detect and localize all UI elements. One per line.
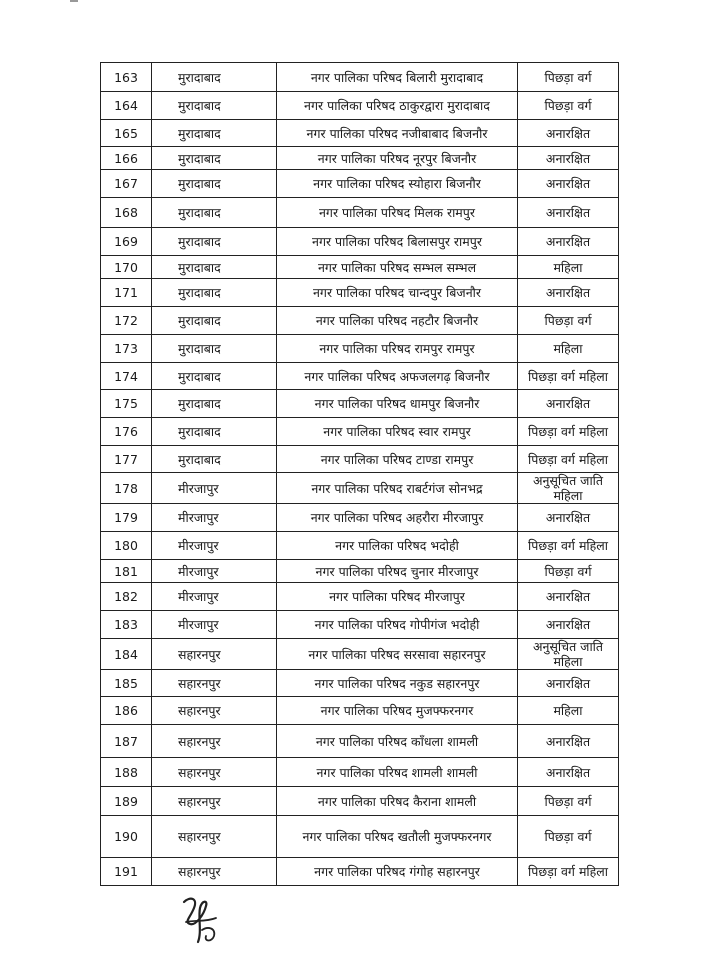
table-row [101,256,619,279]
table-row [101,816,619,858]
table-row [101,639,619,670]
division-name: मुरादाबाद [152,256,277,279]
row-number: 191 [101,858,152,886]
reservation-category: अनारक्षित [518,170,619,198]
row-number: 185 [101,670,152,697]
row-number: 179 [101,504,152,532]
municipal-body-name: नगर पालिका परिषद राबर्टगंज सोनभद्र [277,473,518,504]
municipal-body-name: नगर पालिका परिषद चान्दपुर बिजनौर [277,279,518,307]
scan-mark [70,0,78,2]
table-row [101,390,619,418]
division-name: सहारनपुर [152,725,277,758]
table-row [101,198,619,228]
reservation-category: महिला [518,697,619,725]
reservation-category: अनारक्षित [518,120,619,147]
municipal-body-name: नगर पालिका परिषद धामपुर बिजनौर [277,390,518,418]
division-name: मीरजापुर [152,583,277,611]
row-number: 180 [101,532,152,560]
reservation-category: पिछड़ा वर्ग महिला [518,363,619,390]
reservation-category: अनारक्षित [518,670,619,697]
reservation-category: अनारक्षित [518,504,619,532]
row-number: 173 [101,335,152,363]
table-row [101,307,619,335]
row-number: 190 [101,816,152,858]
reservation-category: पिछड़ा वर्ग [518,816,619,858]
municipal-body-name: नगर पालिका परिषद चुनार मीरजापुर [277,560,518,583]
row-number: 171 [101,279,152,307]
table-row [101,473,619,504]
division-name: मुरादाबाद [152,279,277,307]
table-row [101,697,619,725]
municipal-body-name: नगर पालिका परिषद शामली शामली [277,758,518,787]
municipal-body-name: नगर पालिका परिषद बिलासपुर रामपुर [277,228,518,256]
municipal-body-name: नगर पालिका परिषद गंगोह सहारनपुर [277,858,518,886]
table-row [101,858,619,886]
municipal-body-name: नगर पालिका परिषद सरसावा सहारनपुर [277,639,518,670]
row-number: 188 [101,758,152,787]
row-number: 189 [101,787,152,816]
division-name: सहारनपुर [152,787,277,816]
row-number: 168 [101,198,152,228]
division-name: मुरादाबाद [152,120,277,147]
table-row [101,560,619,583]
municipal-body-name: नगर पालिका परिषद मिलक रामपुर [277,198,518,228]
municipal-body-name: नगर पालिका परिषद काँधला शामली [277,725,518,758]
row-number: 166 [101,147,152,170]
reservation-category: पिछड़ा वर्ग महिला [518,446,619,473]
table-row [101,147,619,170]
table-row [101,279,619,307]
table-row [101,532,619,560]
reservation-category: पिछड़ा वर्ग महिला [518,418,619,446]
municipal-body-name: नगर पालिका परिषद नकुड सहारनपुर [277,670,518,697]
row-number: 181 [101,560,152,583]
reservation-category: अनारक्षित [518,725,619,758]
row-number: 183 [101,611,152,639]
reservation-category: पिछड़ा वर्ग [518,560,619,583]
reservation-category: पिछड़ा वर्ग [518,787,619,816]
division-name: मीरजापुर [152,532,277,560]
division-name: मुरादाबाद [152,228,277,256]
reservation-category: अनारक्षित [518,611,619,639]
row-number: 177 [101,446,152,473]
table-row [101,170,619,198]
row-number: 175 [101,390,152,418]
division-name: मुरादाबाद [152,147,277,170]
table-row [101,335,619,363]
municipal-body-name: नगर पालिका परिषद रामपुर रामपुर [277,335,518,363]
table-row [101,725,619,758]
reservation-category: अनारक्षित [518,390,619,418]
division-name: मीरजापुर [152,560,277,583]
table-row [101,611,619,639]
reservation-category: अनुसूचित जाति महिला [518,473,619,504]
reservation-category: पिछड़ा वर्ग [518,63,619,92]
municipal-body-name: नगर पालिका परिषद नजीबाबाद बिजनौर [277,120,518,147]
row-number: 186 [101,697,152,725]
division-name: मुरादाबाद [152,363,277,390]
reservation-category: अनारक्षित [518,279,619,307]
division-name: मुरादाबाद [152,446,277,473]
row-number: 184 [101,639,152,670]
table-row [101,758,619,787]
table-row [101,92,619,120]
municipal-body-name: नगर पालिका परिषद गोपीगंज भदोही [277,611,518,639]
municipal-body-name: नगर पालिका परिषद मीरजापुर [277,583,518,611]
division-name: मीरजापुर [152,611,277,639]
table-row [101,63,619,92]
reservation-category: पिछड़ा वर्ग महिला [518,532,619,560]
table-row [101,228,619,256]
reservation-category: पिछड़ा वर्ग [518,307,619,335]
division-name: सहारनपुर [152,858,277,886]
municipal-body-name: नगर पालिका परिषद अहरौरा मीरजापुर [277,504,518,532]
division-name: मुरादाबाद [152,198,277,228]
table-row [101,363,619,390]
division-name: मीरजापुर [152,473,277,504]
reservation-category: अनुसूचित जाति महिला [518,639,619,670]
table-row [101,120,619,147]
row-number: 164 [101,92,152,120]
municipal-body-name: नगर पालिका परिषद ठाकुरद्वारा मुरादाबाद [277,92,518,120]
row-number: 176 [101,418,152,446]
division-name: सहारनपुर [152,697,277,725]
row-number: 178 [101,473,152,504]
division-name: मीरजापुर [152,504,277,532]
row-number: 169 [101,228,152,256]
municipal-body-name: नगर पालिका परिषद बिलारी मुरादाबाद [277,63,518,92]
division-name: सहारनपुर [152,639,277,670]
table-row [101,787,619,816]
municipal-body-name: नगर पालिका परिषद स्योहारा बिजनौर [277,170,518,198]
row-number: 174 [101,363,152,390]
division-name: मुरादाबाद [152,335,277,363]
municipal-body-name: नगर पालिका परिषद मुजफ्फरनगर [277,697,518,725]
municipal-body-name: नगर पालिका परिषद भदोही [277,532,518,560]
row-number: 163 [101,63,152,92]
reservation-category: महिला [518,335,619,363]
reservation-category: अनारक्षित [518,147,619,170]
division-name: मुरादाबाद [152,63,277,92]
division-name: सहारनपुर [152,816,277,858]
municipal-body-name: नगर पालिका परिषद स्वार रामपुर [277,418,518,446]
reservation-table-body [101,63,619,886]
division-name: सहारनपुर [152,670,277,697]
division-name: मुरादाबाद [152,92,277,120]
municipal-body-name: नगर पालिका परिषद नूरपुर बिजनौर [277,147,518,170]
row-number: 182 [101,583,152,611]
table-row [101,418,619,446]
division-name: मुरादाबाद [152,307,277,335]
division-name: सहारनपुर [152,758,277,787]
row-number: 187 [101,725,152,758]
table-row [101,446,619,473]
reservation-category: अनारक्षित [518,583,619,611]
division-name: मुरादाबाद [152,418,277,446]
municipal-body-name: नगर पालिका परिषद कैराना शामली [277,787,518,816]
reservation-category: अनारक्षित [518,228,619,256]
municipal-body-name: नगर पालिका परिषद सम्भल सम्भल [277,256,518,279]
row-number: 165 [101,120,152,147]
row-number: 172 [101,307,152,335]
municipal-body-name: नगर पालिका परिषद अफजलगढ़ बिजनौर [277,363,518,390]
table-row [101,583,619,611]
reservation-category: पिछड़ा वर्ग [518,92,619,120]
reservation-category: अनारक्षित [518,198,619,228]
reservation-category: अनारक्षित [518,758,619,787]
reservation-category: पिछड़ा वर्ग महिला [518,858,619,886]
table-row [101,504,619,532]
municipal-body-name: नगर पालिका परिषद नहटौर बिजनौर [277,307,518,335]
table-row [101,670,619,697]
municipal-body-name: नगर पालिका परिषद खतौली मुजफ्फरनगर [277,816,518,858]
municipal-body-name: नगर पालिका परिषद टाण्डा रामपुर [277,446,518,473]
division-name: मुरादाबाद [152,170,277,198]
signature-icon [176,892,224,948]
reservation-table [100,62,619,886]
division-name: मुरादाबाद [152,390,277,418]
row-number: 170 [101,256,152,279]
row-number: 167 [101,170,152,198]
reservation-category: महिला [518,256,619,279]
